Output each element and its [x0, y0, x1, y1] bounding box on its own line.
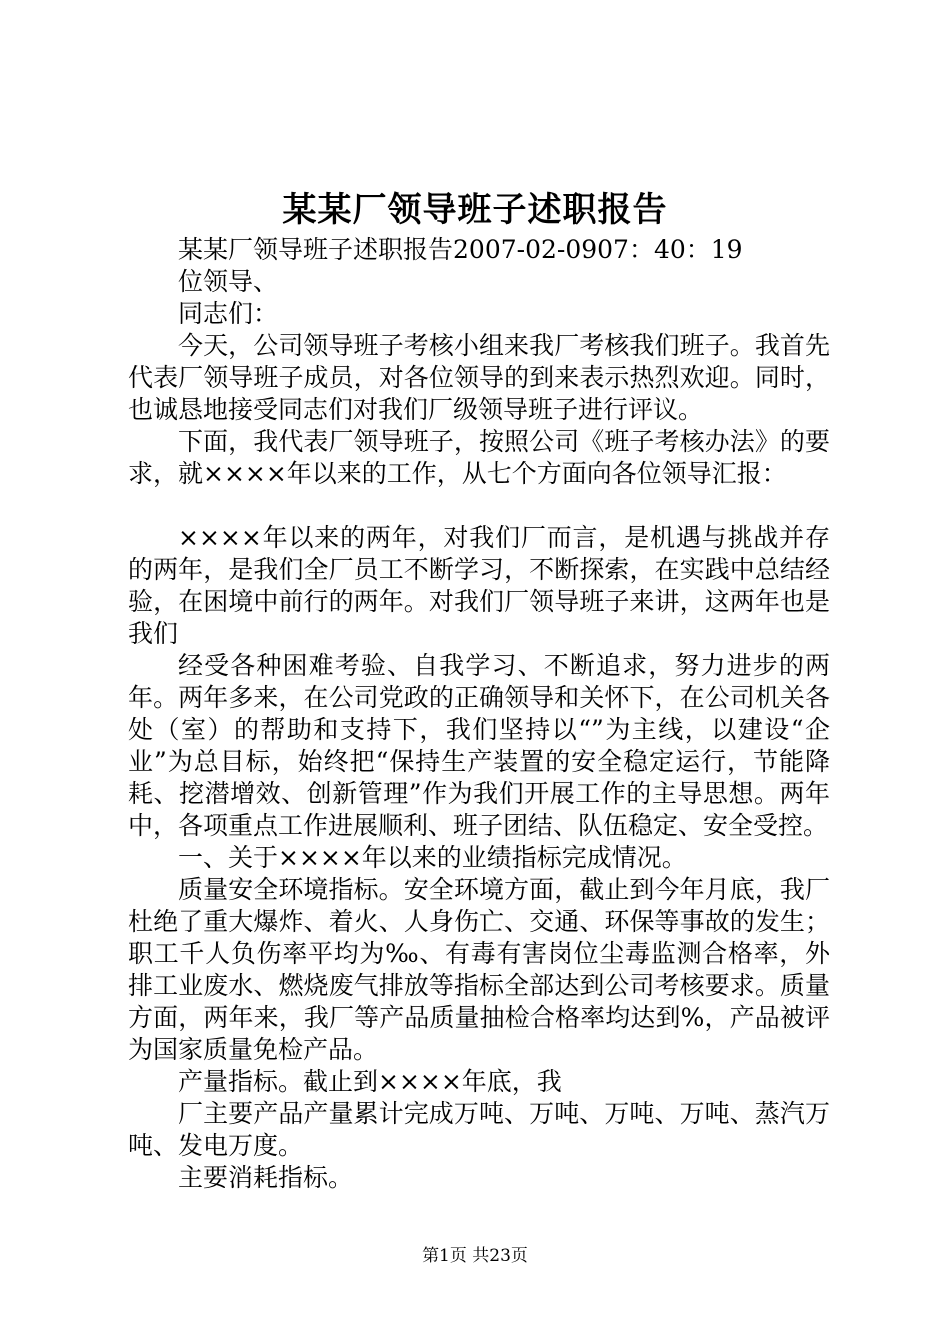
paragraph-consumption: 主要消耗指标。 [178, 1163, 354, 1192]
paragraph-output-1: 产量指标。截止到××××年底，我 [178, 1067, 562, 1096]
page-number-footer: 第1页 共23页 [422, 1246, 528, 1266]
paragraph-salutation-1: 位领导、 [178, 267, 279, 296]
document-title: 某某厂领导班子述职报告 [282, 190, 668, 230]
paragraph-header-line: 某某厂领导班子述职报告2007-02-0907：40：19 [178, 235, 743, 264]
document-body [128, 234, 830, 1194]
paragraph-section-heading: 一、关于××××年以来的业绩指标完成情况。 [178, 843, 687, 872]
paragraph-salutation-2: 同志们： [178, 299, 279, 328]
paragraph-output-2: 厂主要产品产量累计完成万吨、万吨、万吨、万吨、蒸汽万吨、发电万度。 [128, 1099, 830, 1160]
paragraph-guidance: 经受各种困难考验、自我学习、不断追求，努力进步的两年。两年多来，在公司党政的正确领导和关怀下，在公司机关各处（室）的帮助和支持下，我们坚持以“”为主线，以建设“企业”为总目标，始终把“保持生产装置的安全稳定运行，节能降耗、挖潜增效、创新管理”作为我们开展工作的主导思想。两年中，各项重点工作进展顺利、班子团结、队伍稳定、安全受控。 [128, 651, 830, 840]
paragraph-report-intro: 下面，我代表厂领导班子，按照公司《班子考核办法》的要求，就××××年以来的工作，从七个方面向各位领导汇报： [128, 427, 830, 488]
paragraph-quality-safety: 质量安全环境指标。安全环境方面，截止到今年月底，我厂杜绝了重大爆炸、着火、人身伤亡、交通、环保等事故的发生；职工千人负伤率平均为‰、有毒有害岗位尘毒监测合格率，外排工业废水、燃烧废气排放等指标全部达到公司考核要求。质量方面，两年来，我厂等产品质量抽检合格率均达到%，产品被评为国家质量免检产品。 [128, 875, 830, 1064]
paragraph-welcome: 今天，公司领导班子考核小组来我厂考核我们班子。我首先代表厂领导班子成员，对各位领导的到来表示热烈欢迎。同时，也诚恳地接受同志们对我们厂级领导班子进行评议。 [128, 331, 830, 424]
paragraph-two-years: ××××年以来的两年，对我们厂而言，是机遇与挑战并存的两年，是我们全厂员工不断学习，不断探索，在实践中总结经验，在困境中前行的两年。对我们厂领导班子来讲，这两年也是我们 [128, 523, 830, 648]
